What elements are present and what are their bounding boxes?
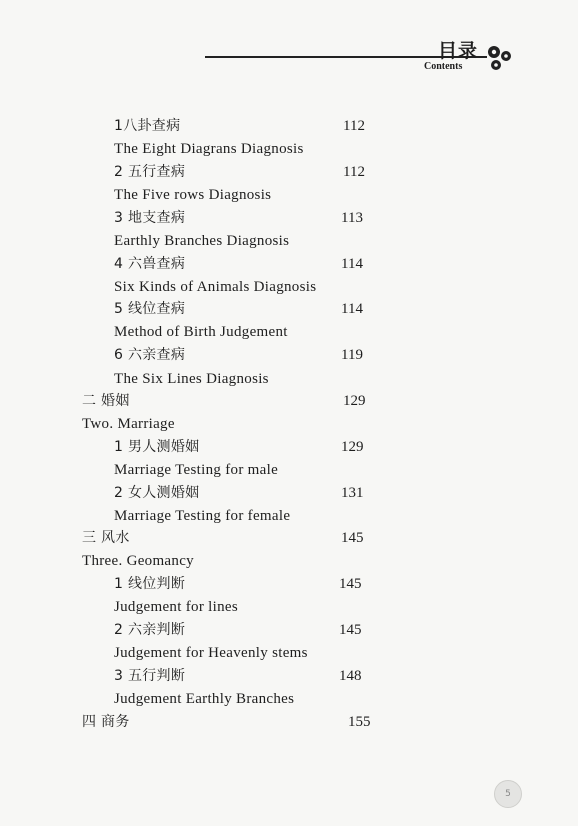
toc-entry-translation: Marriage Testing for female [114, 508, 291, 524]
toc-section-translation: Two. Marriage [82, 416, 175, 432]
toc-entry-translation: Judgement Earthly Branches [114, 691, 295, 707]
toc-page-number: 131 [341, 485, 364, 501]
toc-section[interactable]: 三 风水 [82, 530, 130, 546]
toc-entry[interactable]: 1 男人测婚姻 [114, 439, 200, 455]
toc-entry-translation: Judgement for lines [114, 599, 239, 615]
toc-entry[interactable]: 4 六兽查病 [114, 256, 186, 272]
toc-page-number: 112 [343, 118, 365, 134]
toc-entry-translation: Method of Birth Judgement [114, 324, 288, 340]
toc-entry-translation: Earthly Branches Diagnosis [114, 233, 290, 249]
toc-page-number: 145 [339, 622, 362, 638]
toc-page-number: 148 [339, 668, 362, 684]
toc-entry-translation: The Five rows Diagnosis [114, 187, 272, 203]
toc-page-number: 113 [341, 210, 363, 226]
toc-entry[interactable]: 3 地支查病 [114, 210, 186, 226]
toc-section[interactable]: 四 商务 [82, 714, 130, 730]
toc-entry[interactable]: 1 线位判断 [114, 576, 186, 592]
toc-page-number: 112 [343, 164, 365, 180]
toc-page-number: 129 [343, 393, 366, 409]
toc-entry-translation: Six Kinds of Animals Diagnosis [114, 279, 317, 295]
toc-entry[interactable]: 6 六亲查病 [114, 347, 186, 363]
page-number-badge: 5 [494, 780, 522, 808]
toc-entry[interactable]: 2 六亲判断 [114, 622, 186, 638]
toc-entry[interactable]: 3 五行判断 [114, 668, 186, 684]
toc-entry[interactable]: 2 五行查病 [114, 164, 186, 180]
toc-entry-translation: The Eight Diagrans Diagnosis [114, 141, 304, 157]
toc-entry[interactable]: 5 线位查病 [114, 301, 186, 317]
page-subtitle: Contents [424, 61, 463, 72]
toc-entry-translation: Judgement for Heavenly stems [114, 645, 308, 661]
toc-page-number: 155 [348, 714, 371, 730]
toc-page-number: 114 [341, 301, 363, 317]
toc-page-number: 129 [341, 439, 364, 455]
coin-ornament-icon [487, 44, 513, 72]
toc-entry-translation: The Six Lines Diagnosis [114, 371, 269, 387]
toc-entry[interactable]: 1八卦查病 [114, 118, 181, 134]
toc-entry[interactable]: 2 女人测婚姻 [114, 485, 200, 501]
page-title: 目录 [438, 40, 479, 62]
toc-page-number: 145 [341, 530, 364, 546]
toc-section-translation: Three. Geomancy [82, 553, 194, 569]
toc-page-number: 145 [339, 576, 362, 592]
toc-entry-translation: Marriage Testing for male [114, 462, 279, 478]
toc-page-number: 119 [341, 347, 363, 363]
toc-section[interactable]: 二 婚姻 [82, 393, 130, 409]
toc-page-number: 114 [341, 256, 363, 272]
